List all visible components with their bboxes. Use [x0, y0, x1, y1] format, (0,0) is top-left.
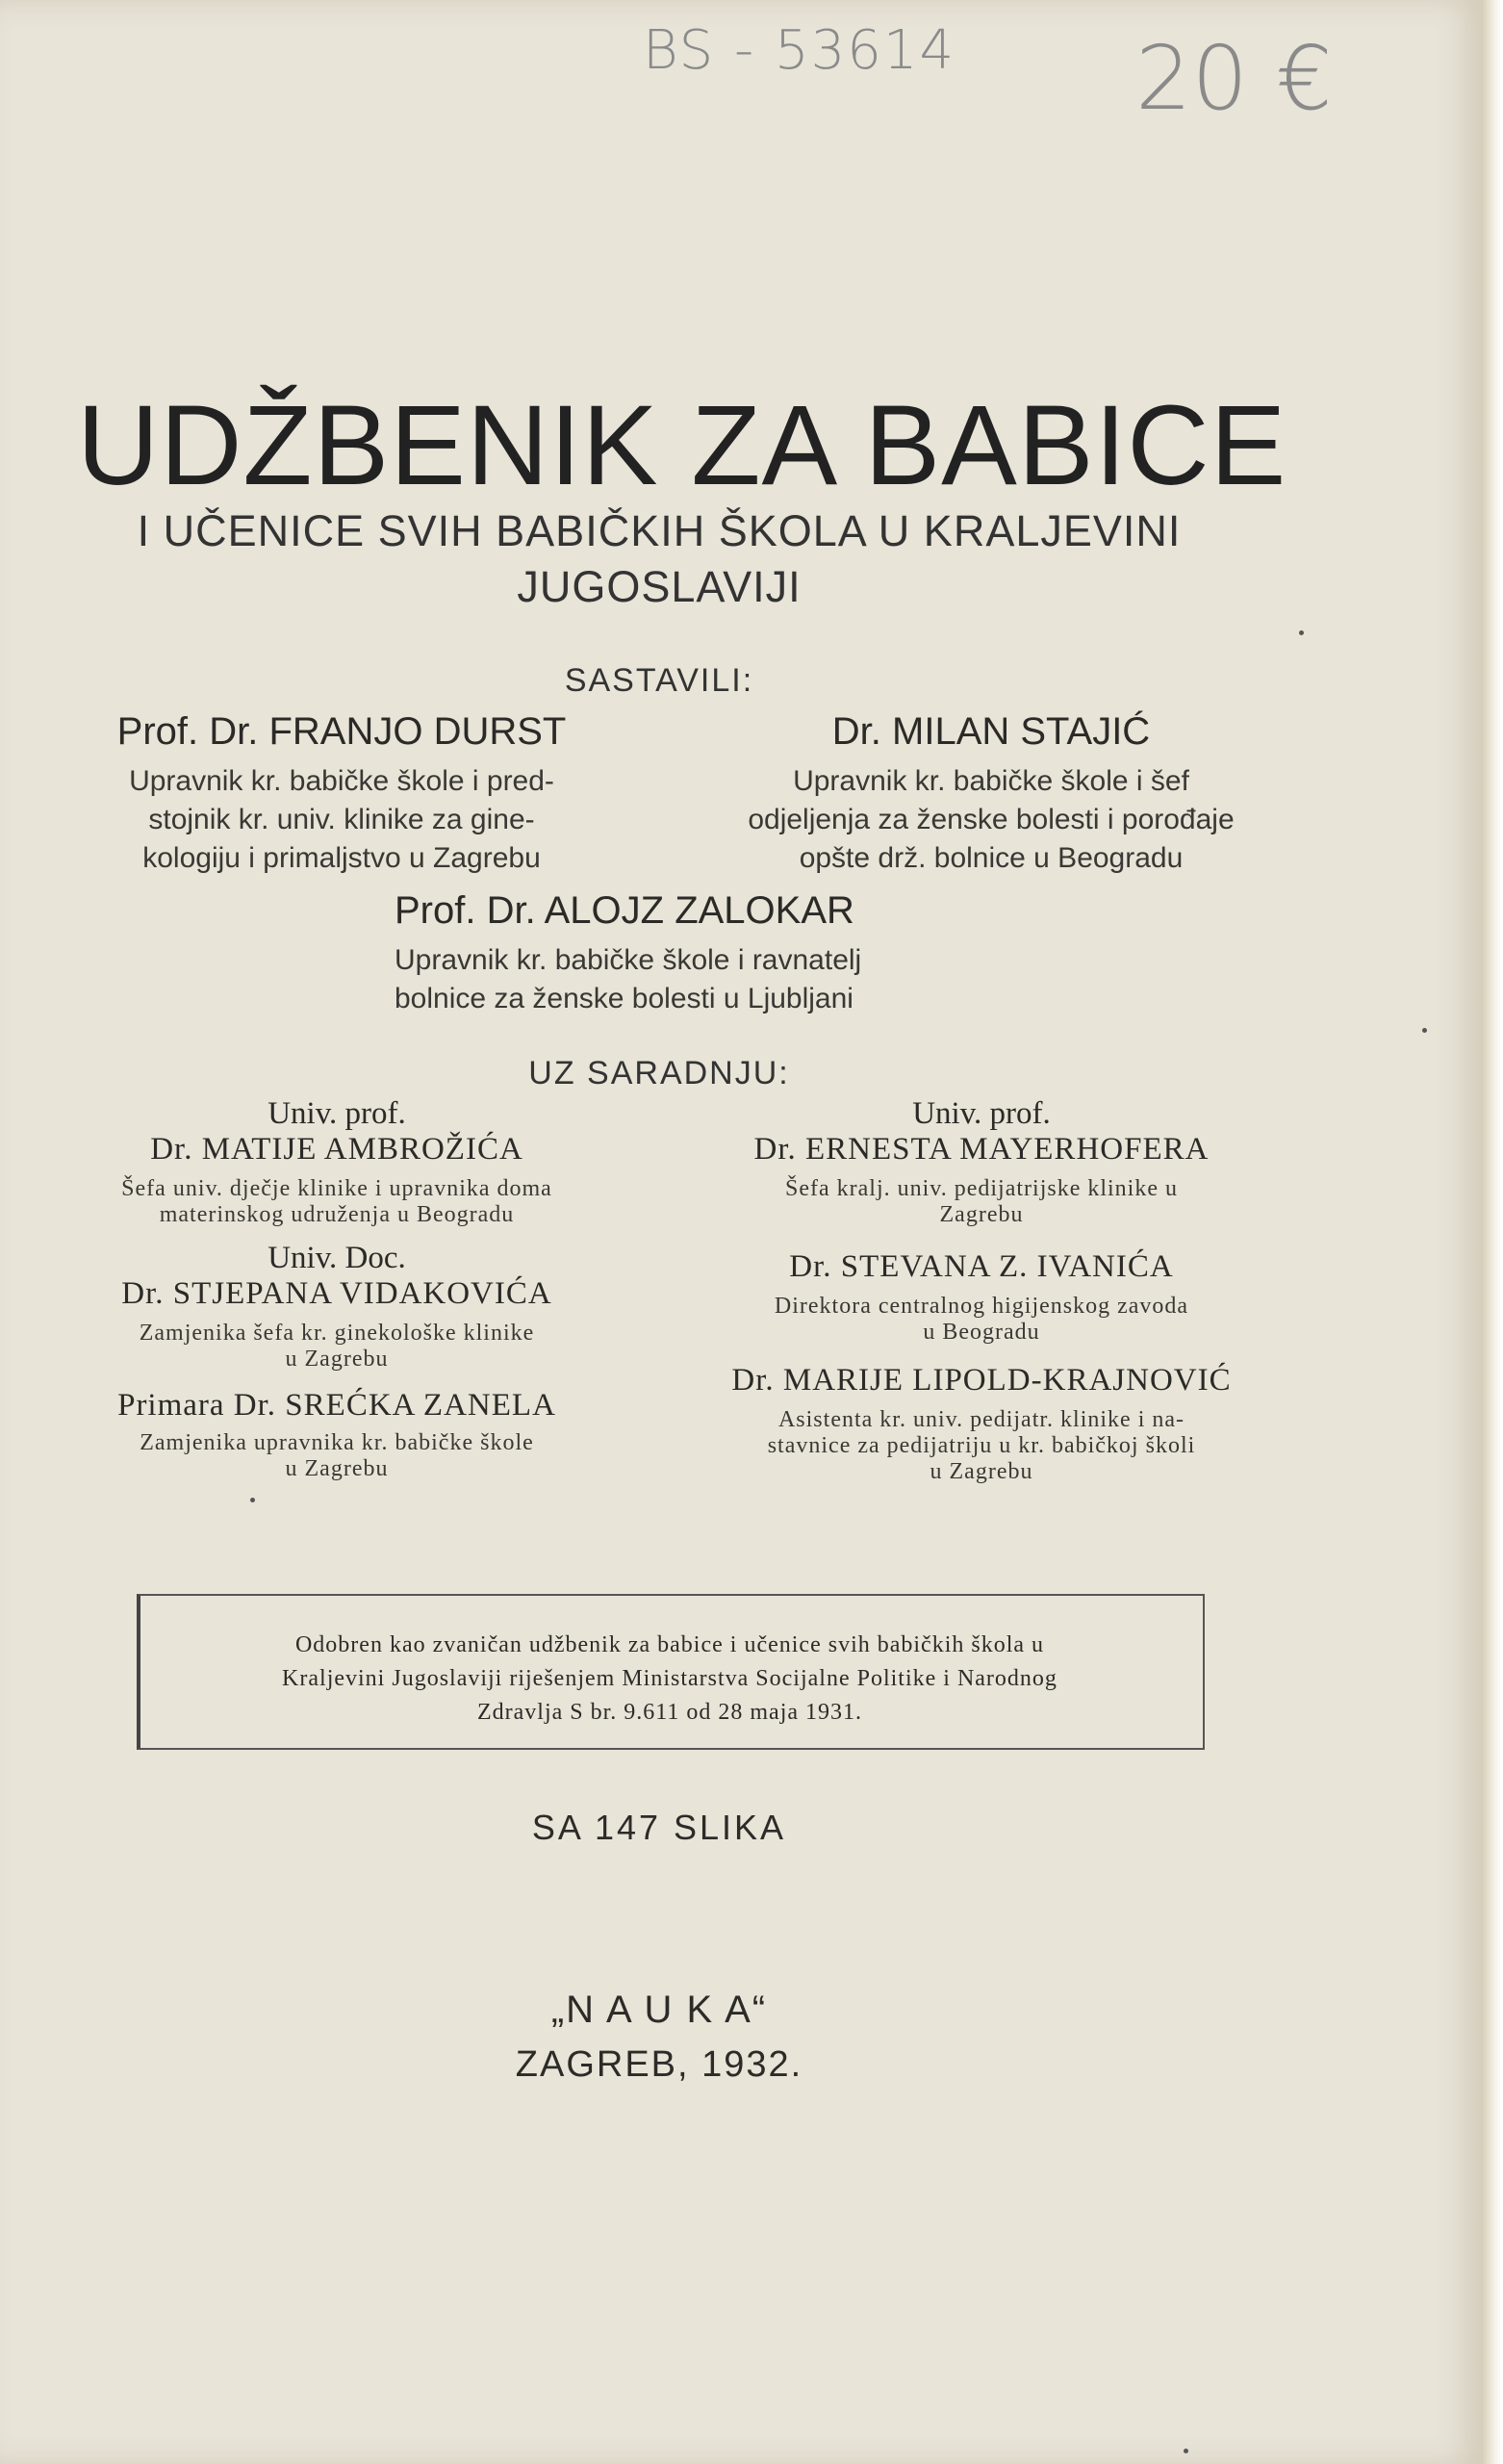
- author-desc-durst: [77, 762, 606, 878]
- author-desc-line: opšte drž. bolnice u Beogradu: [799, 842, 1184, 874]
- collaborator-desc-line: u Beogradu: [923, 1320, 1040, 1345]
- collaborator-desc-line: Direktora centralnog higijenskog zavoda: [774, 1294, 1189, 1319]
- collaborator-desc-line: Šefa kralj. univ. pedijatrijske klinike u: [784, 1176, 1179, 1201]
- illustrations-count: SA 147 SLIKA: [531, 1808, 787, 1847]
- author-name-stajic: Dr. MILAN STAJIĆ: [831, 710, 1151, 753]
- approval-line: Odobren kao zvaničan udžbenik za babice i učenice svih babičkih škola u: [294, 1632, 1045, 1657]
- collaborator-desc-line: Zagrebu: [939, 1202, 1024, 1227]
- imprint-place-year: ZAGREB, 1932.: [515, 2044, 803, 2085]
- speck: [1299, 630, 1304, 635]
- author-desc-line: kologiju i primaljstvo u Zagrebu: [142, 842, 541, 874]
- author-desc-line: Upravnik kr. babičke škole i šef: [793, 765, 1189, 797]
- author-name-durst: Prof. Dr. FRANJO DURST: [116, 710, 567, 753]
- approval-line: Kraljevini Jugoslaviji riješenjem Ministarstva Socijalne Politike i Narodnog: [282, 1666, 1057, 1691]
- collaborator-name: Dr. STEVANA Z. IVANIĆA: [789, 1249, 1174, 1284]
- collaborator-ivanic: [702, 1247, 1261, 1346]
- collaborator-title: Univ. prof.: [912, 1096, 1051, 1131]
- compiled-by-heading: SASTAVILI:: [564, 662, 754, 699]
- handwritten-catalog-number: BS - 53614: [643, 19, 956, 82]
- collaborator-zanela: [67, 1386, 606, 1482]
- collaborator-name: Dr. MATIJE AMBROŽIĆA: [150, 1132, 523, 1167]
- author-desc-line: stojnik kr. univ. klinike za gine-: [148, 804, 535, 835]
- collaborator-title: Univ. prof.: [267, 1096, 406, 1131]
- book-title: UDŽBENIK ZA BABICE: [77, 382, 1287, 509]
- author-desc-stajic: [702, 762, 1280, 878]
- page-edge: [1482, 0, 1503, 2464]
- handwritten-price: 20 €: [1135, 27, 1333, 130]
- collaborator-desc-line: u Zagrebu: [930, 1459, 1033, 1484]
- collaborator-desc-line: Zamjenika upravnika kr. babičke škole: [140, 1430, 534, 1455]
- collaborator-mayerhofer: [702, 1097, 1261, 1228]
- collaborator-name: Primara Dr. SREĆKA ZANELA: [117, 1388, 556, 1423]
- subtitle-line-2: JUGOSLAVIJI: [517, 562, 802, 611]
- collaboration-heading: UZ SARADNJU:: [528, 1055, 790, 1091]
- speck: [1422, 1028, 1427, 1033]
- collaborator-name: Dr. ERNESTA MAYERHOFERA: [753, 1132, 1210, 1167]
- author-name-zalokar: Prof. Dr. ALOJZ ZALOKAR: [395, 889, 854, 932]
- publisher-name: „N A U K A“: [550, 1989, 768, 2031]
- author-desc-line: bolnice za ženske bolesti u Ljubljani: [395, 983, 853, 1014]
- collaborator-title: Univ. Doc.: [267, 1241, 406, 1275]
- author-desc-line: Upravnik kr. babičke škole i ravnatelj: [395, 944, 862, 976]
- author-desc-zalokar: [395, 941, 861, 1018]
- author-desc-line: odjeljenja za ženske bolesti i porođaje: [748, 804, 1235, 835]
- approval-notice-text: [179, 1629, 1160, 1730]
- collaborator-desc-line: u Zagrebu: [285, 1347, 389, 1372]
- collaborator-name: Dr. MARIJE LIPOLD-KRAJNOVIĆ: [731, 1363, 1232, 1398]
- approval-line: Zdravlja S br. 9.611 od 28 maja 1931.: [476, 1700, 863, 1725]
- subtitle-line-1: I UČENICE SVIH BABIČKIH ŠKOLA U KRALJEVINI: [137, 506, 1182, 555]
- collaborator-vidakovic: [67, 1242, 606, 1373]
- author-desc-line: Upravnik kr. babičke škole i pred-: [129, 765, 554, 797]
- collaborator-desc-line: Šefa univ. dječje klinike i upravnika doma: [121, 1176, 552, 1201]
- collaborator-desc-line: Zamjenika šefa kr. ginekološke klinike: [139, 1321, 535, 1346]
- approval-notice-box: [137, 1594, 1205, 1750]
- collaborator-desc-line: u Zagrebu: [285, 1456, 389, 1481]
- speck: [250, 1498, 255, 1502]
- collaborator-lipold-krajnovic: [702, 1361, 1261, 1485]
- collaborator-desc-line: stavnice za pedijatriju u kr. babičkoj školi: [767, 1433, 1196, 1458]
- collaborator-ambrozic: [67, 1097, 606, 1228]
- collaborator-desc-line: Asistenta kr. univ. pedijatr. klinike i na-: [777, 1407, 1185, 1432]
- collaborator-name: Dr. STJEPANA VIDAKOVIĆA: [121, 1276, 552, 1311]
- collaborator-desc-line: materinskog udruženja u Beogradu: [159, 1202, 515, 1227]
- speck: [1184, 2449, 1188, 2453]
